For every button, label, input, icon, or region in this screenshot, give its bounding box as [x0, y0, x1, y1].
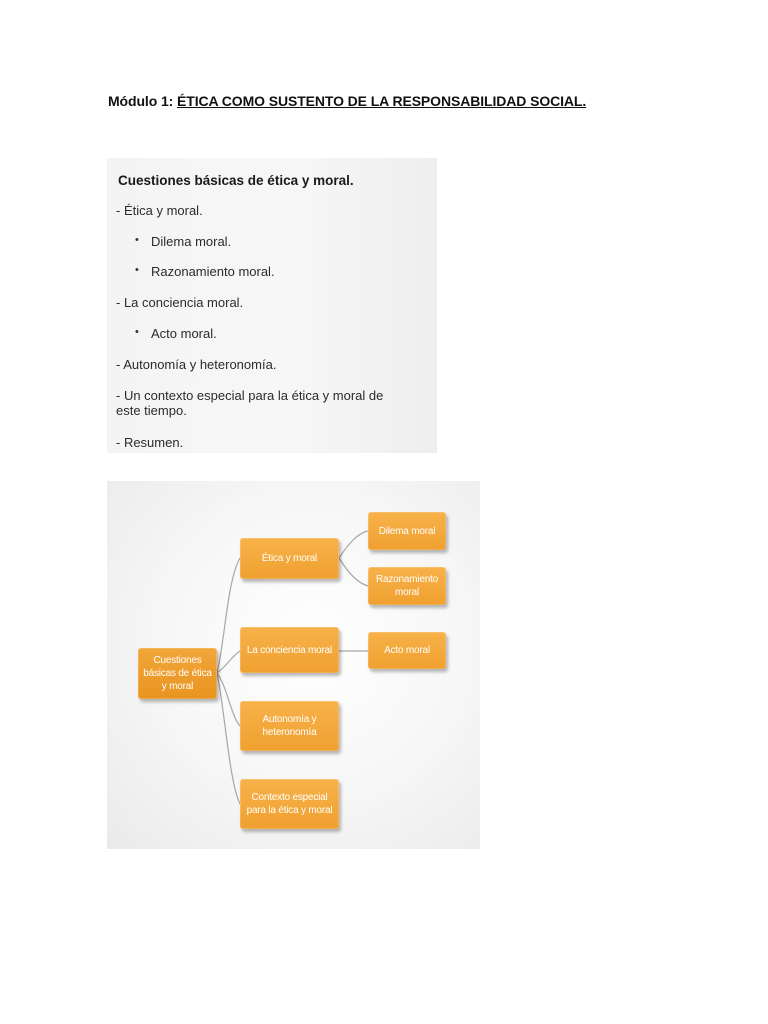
outline-title: Cuestiones básicas de ética y moral. [118, 173, 354, 188]
connector-etica-dilema [339, 531, 368, 558]
mindmap-root-node: Cuestiones básicas de ética y moral [138, 648, 217, 699]
heading-prefix: Módulo 1: [108, 93, 177, 109]
outline-item: - Un contexto especial para la ética y moral de [116, 388, 384, 403]
connector-etica-razonamiento [339, 558, 368, 586]
outline-subitem: • Dilema moral. [151, 234, 231, 249]
mindmap-leaf-acto: Acto moral [368, 632, 446, 669]
mindmap-leaf-razonamiento: Razonamiento moral [368, 567, 446, 605]
heading-title: ÉTICA COMO SUSTENTO DE LA RESPONSABILIDAD SOCIAL. [177, 93, 587, 109]
connector-root-autonomia [217, 673, 240, 726]
connector-root-etica [217, 558, 240, 673]
outline-image [107, 158, 437, 453]
outline-subitem: • Razonamiento moral. [151, 264, 275, 279]
outline-item: - Resumen. [116, 435, 184, 450]
mindmap-node-conciencia: La conciencia moral [240, 627, 339, 673]
outline-item: - Autonomía y heteronomía. [116, 357, 277, 372]
connector-root-contexto [217, 673, 240, 804]
mindmap-node-contexto: Contexto especial para la ética y moral [240, 779, 339, 829]
outline-subitem: • Acto moral. [151, 326, 217, 341]
outline-item: - Ética y moral. [116, 203, 203, 218]
mindmap-node-autonomia: Autonomía y heteronomía [240, 701, 339, 751]
mindmap-image [107, 481, 480, 849]
page-heading [108, 93, 586, 109]
mindmap-node-etica: Ética y moral [240, 538, 339, 579]
outline-item-continued: este tiempo. [116, 403, 187, 418]
mindmap-leaf-dilema: Dilema moral [368, 512, 446, 550]
outline-item: - La conciencia moral. [116, 295, 244, 310]
